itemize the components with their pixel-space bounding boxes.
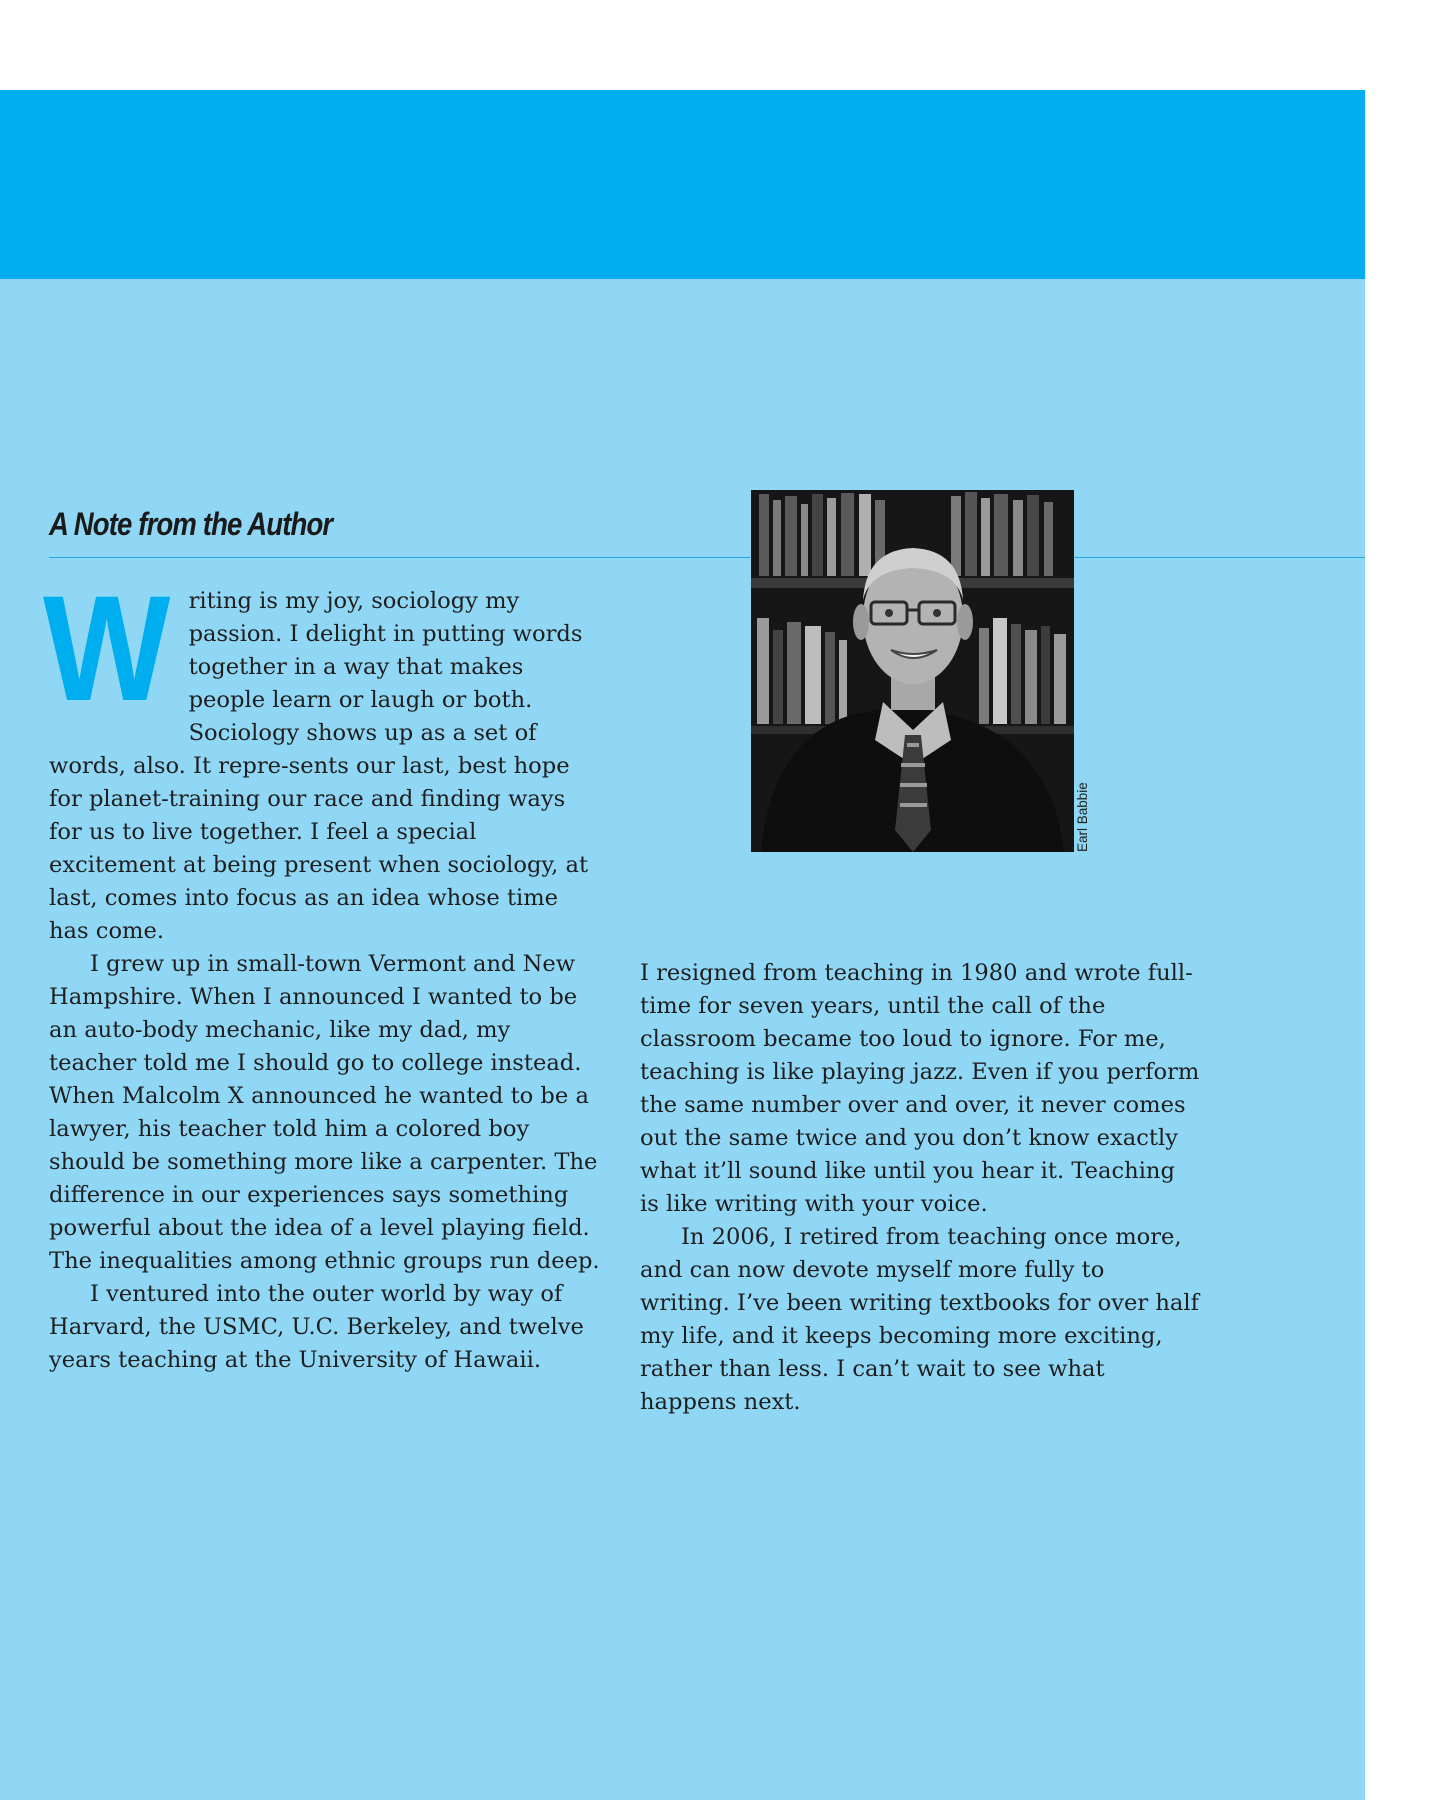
section-title: A Note from the Author — [49, 506, 333, 542]
title-rule — [49, 557, 1365, 558]
text-column-right — [640, 957, 1200, 1419]
paragraph-4: I resigned from teaching in 1980 and wrote full-time for seven years, until the call of the classroom became too loud to ignore. For me, teaching is like playing jazz. Even if you perform the same number over and over, it never comes out the same twice and you don’t know exactly what it’ll sound like until you hear it. Teaching is like writing with your voice. — [640, 960, 1200, 1217]
paragraph-3: I ventured into the outer world by way of Harvard, the USMC, U.C. Berkeley, and twelve years teaching at the University of Hawaii. — [49, 1281, 584, 1373]
paragraph-5: In 2006, I retired from teaching once more, and can now devote myself more fully to writing. I’ve been writing textbooks for over half my life, and it keeps becoming more exciting, rather than less. I can’t wait to see what happens next. — [640, 1224, 1199, 1415]
paragraph-2: I grew up in small-town Vermont and New Hampshire. When I announced I wanted to be an auto-body mechanic, like my dad, my teacher told me I should go to college instead. When Malcolm X announced he wanted to be a lawyer, his teacher told him a colored boy should be something more like a carpenter. The difference in our experiences says something powerful about the idea of a level playing field. The inequalities among ethnic groups run deep. — [49, 951, 600, 1274]
photo-credit: Earl Babbie — [1075, 782, 1090, 852]
paragraph-1 — [43, 564, 604, 948]
author-photo — [751, 490, 1074, 852]
header-color-band — [0, 90, 1365, 279]
paragraph-1-text: riting is my joy, sociology my passion. I delight in putting words together in a way that makes people learn or laugh or both. Sociology shows up as a set of words, also. It repre-sents our last, best hope for planet-training our race and finding ways for us to live together. I feel a special excitement at being present when sociology, at last, comes into focus as an idea whose time has come. — [49, 588, 589, 944]
text-column-left — [43, 564, 604, 1377]
drop-cap: W — [43, 564, 171, 732]
